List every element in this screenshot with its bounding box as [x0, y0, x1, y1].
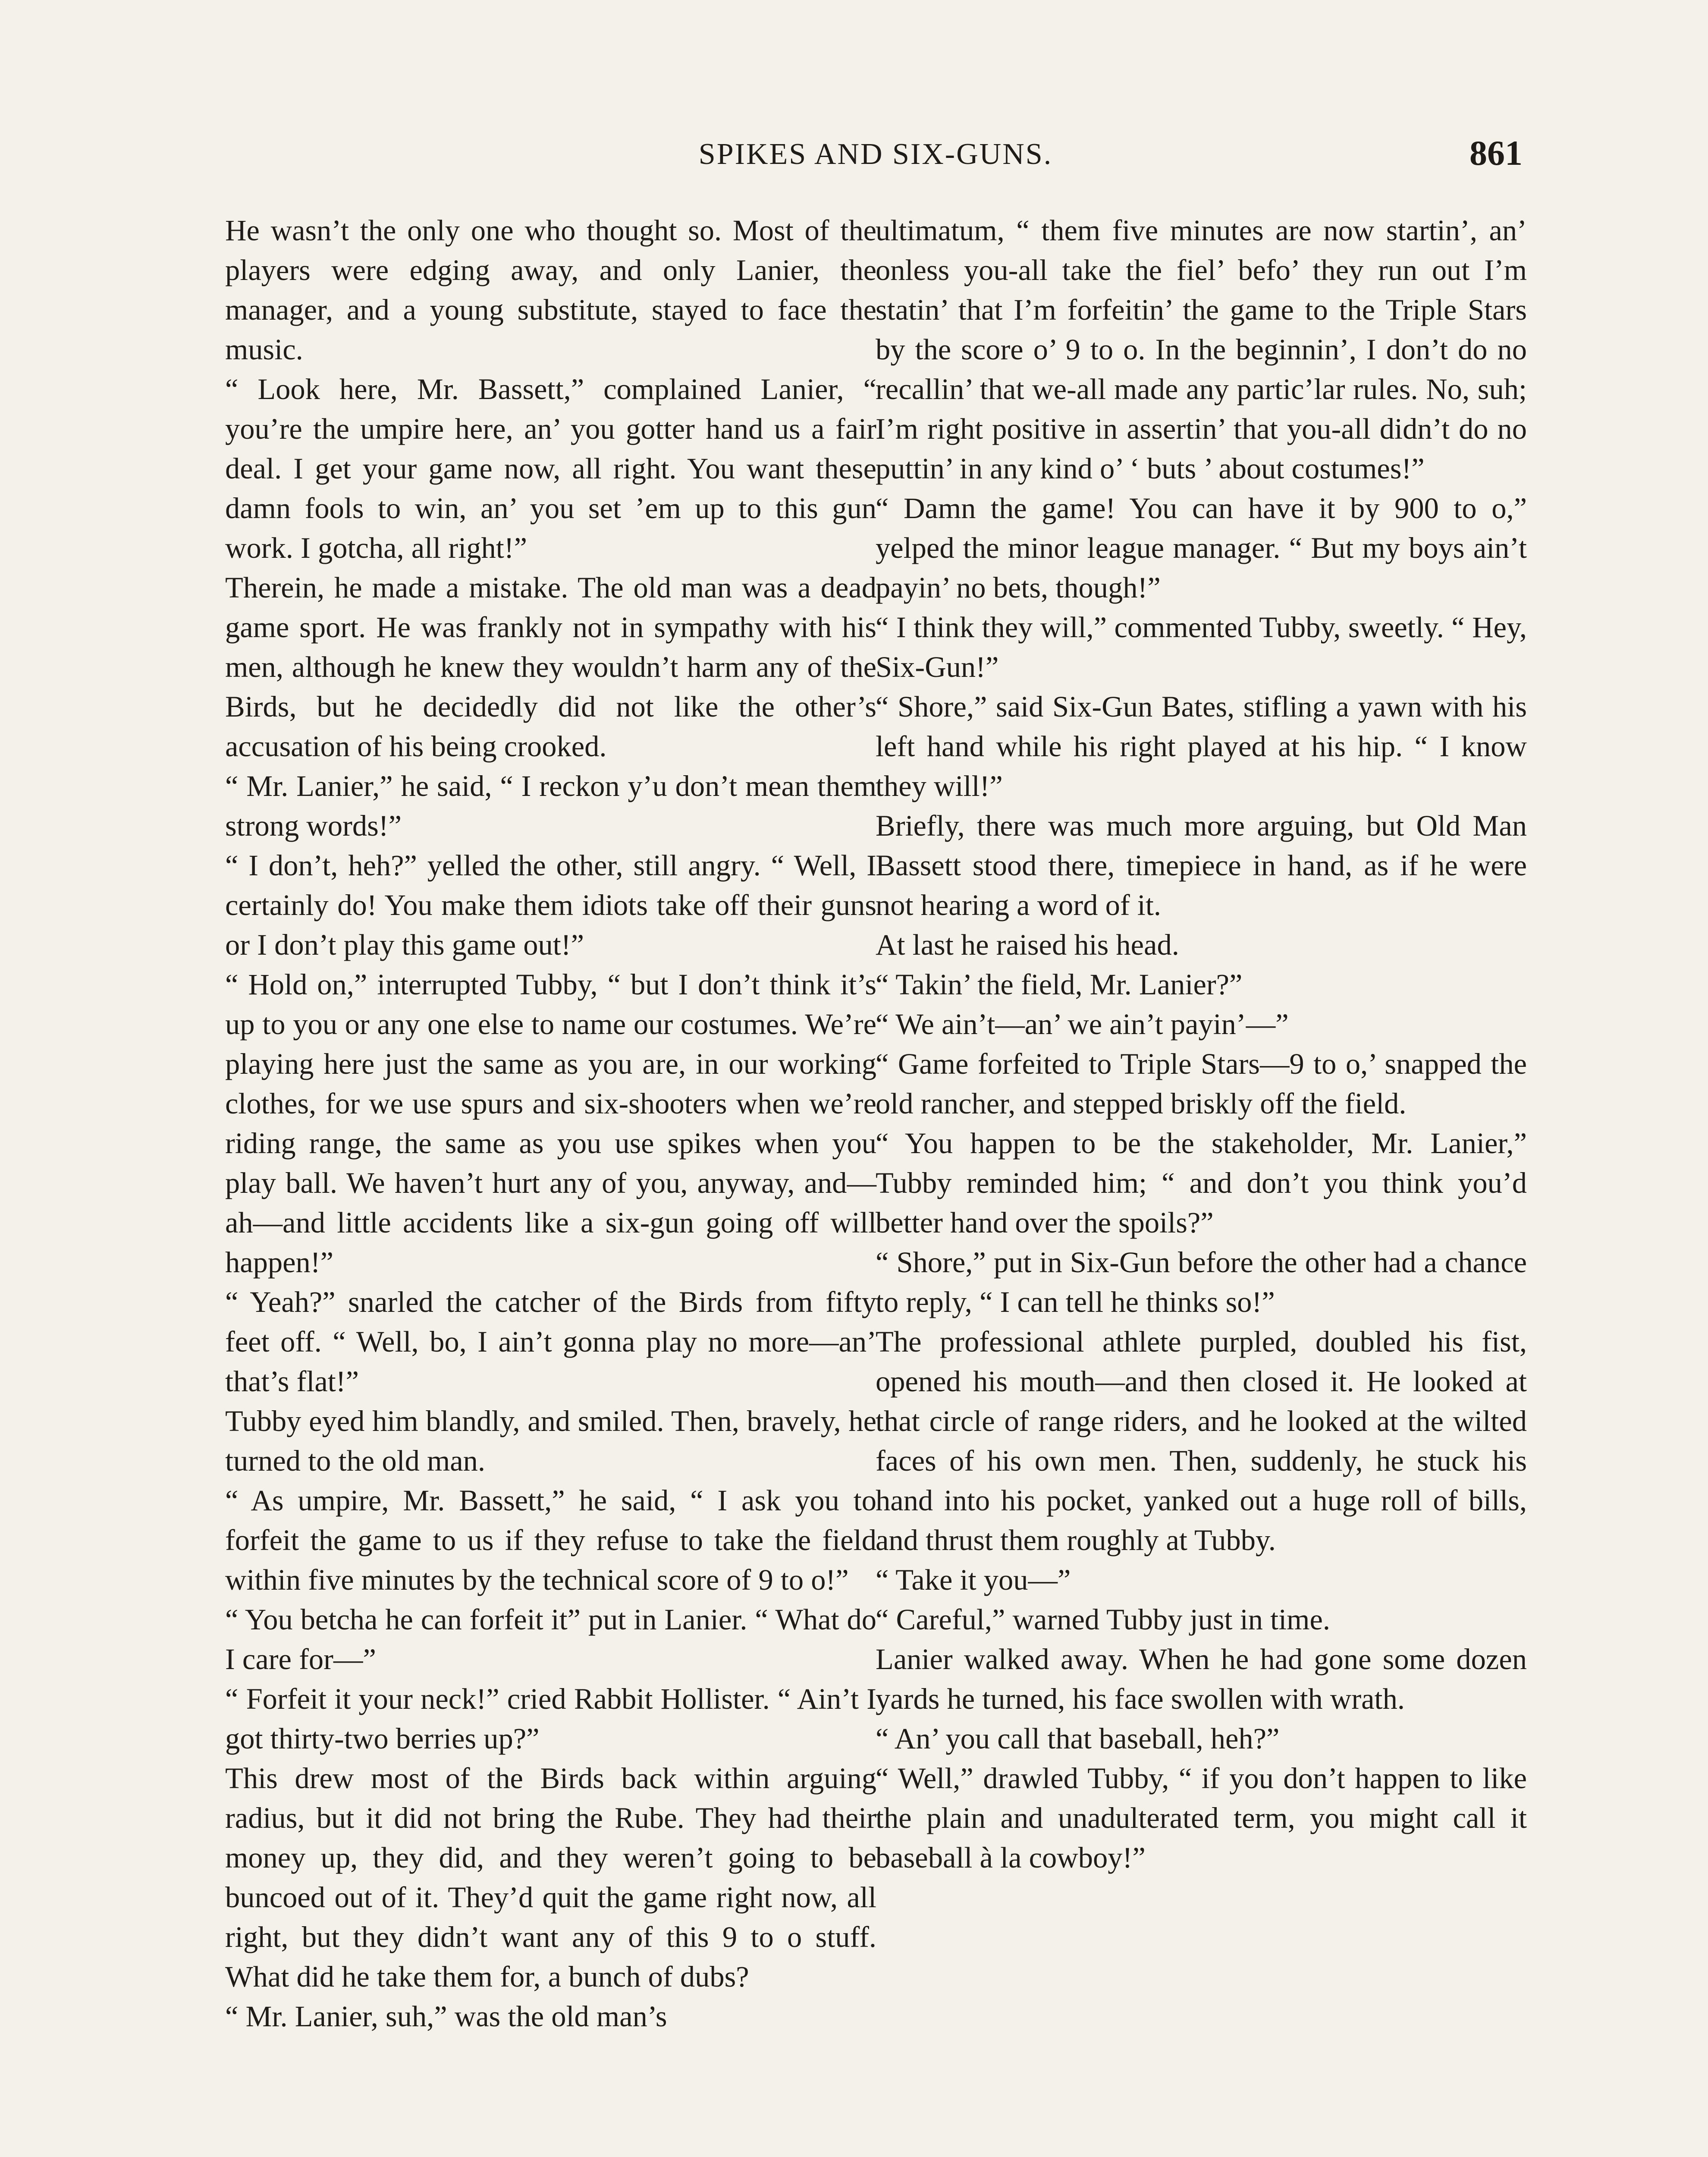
paragraph: “ Careful,” warned Tubby just in time. [876, 1603, 1330, 1636]
paragraph: This drew most of the Birds back within arguing radius, but it did not bring the Rube. They had their money up, they did, and they weren’t going to be buncoed out of it. They’d quit the game right now, all right, but they didn’t want any of this 9 to o stuff. What did he take them for, a bunch of dubs? [225, 1762, 876, 1993]
running-title: SPIKES AND SIX-GUNS. [698, 138, 1053, 171]
paragraph: Tubby eyed him blandly, and smiled. Then, bravely, he turned to the old man. [225, 1405, 876, 1477]
paragraph: “ Takin’ the field, Mr. Lanier?” [876, 968, 1243, 1001]
paragraph: “ As umpire, Mr. Bassett,” he said, “ I ask you to forfeit the game to us if they refuse to take the field within five minutes by the technical score of 9 to o!” [225, 1484, 876, 1596]
paragraph: “ Game forfeited to Triple Stars—9 to o,’ snapped the old rancher, and stepped briskly off the field. [876, 1047, 1527, 1120]
paragraph: “ You happen to be the stakeholder, Mr. Lanier,” Tubby reminded him; “ and don’t you think you’d better hand over the spoils?” [876, 1127, 1527, 1239]
paragraph: “ Look here, Mr. Bassett,” complained Lanier, “ you’re the umpire here, an’ you gotter hand us a fair deal. I get your game now, all right. You want these damn fools to win, an’ you set ’em up to this gun work. I gotcha, all right!” [225, 373, 876, 564]
paragraph: “ We ain’t—an’ we ain’t payin’—” [876, 1008, 1289, 1041]
paragraph: Briefly, there was much more arguing, but Old Man Bassett stood there, timepiece in hand, as if he were not hearing a word of it. [876, 809, 1527, 921]
paragraph: At last he raised his head. [876, 928, 1179, 961]
paragraph: Lanier walked away. When he had gone some dozen yards he turned, his face swollen with wrath. [876, 1643, 1527, 1715]
paragraph: “ Take it you—” [876, 1563, 1071, 1596]
paragraph: “ Damn the game! You can have it by 900 to o,” yelped the minor league manager. “ But my boys ain’t payin’ no bets, though!” [876, 492, 1527, 604]
paragraph: “ You betcha he can forfeit it” put in Lanier. “ What do I care for—” [225, 1603, 876, 1676]
paragraph: “ Mr. Lanier, suh,” was the old man’s [225, 2000, 667, 2033]
paragraph: He wasn’t the only one who thought so. Most of the players were edging away, and only Lanier, the manager, and a young substitute, stayed to face the music. [225, 214, 876, 366]
paragraph: The professional athlete purpled, doubled his fist, opened his mouth—and then closed it. He looked at that circle of range riders, and he looked at the wilted faces of his own men. Then, suddenly, he stuck his hand into his pocket, yanked out a huge roll of bills, and thrust them roughly at Tubby. [876, 1325, 1527, 1556]
page-number: 861 [1469, 133, 1523, 173]
paragraph: “ Hold on,” interrupted Tubby, “ but I don’t think it’s up to you or any one else to name our costumes. We’re playing here just the same as you are, in our working clothes, for we use spurs and six-shooters when we’re riding range, the same as you use spikes when you play ball. We haven’t hurt any of you, anyway, and—ah—and little accidents like a six-gun going off will happen!” [225, 968, 876, 1279]
paragraph: “ Mr. Lanier,” he said, “ I reckon y’u don’t mean them strong words!” [225, 770, 876, 842]
paragraph: ultimatum, “ them five minutes are now startin’, an’ onless you-all take the fiel’ befo’ they run out I’m statin’ that I’m forfeitin’ the game to the Triple Stars by the score o’ 9 to o. In the beginnin’, I don’t do no recallin’ that we-all made any partic’lar rules. No, suh; I’m right positive in assertin’ that you-all didn’t do no puttin’ in any kind o’ ‘ buts ’ about costumes!” [876, 214, 1527, 485]
paragraph: “ An’ you call that baseball, heh?” [876, 1722, 1280, 1755]
paragraph: “ Shore,” put in Six-Gun before the other had a chance to reply, “ I can tell he thinks so!” [876, 1246, 1527, 1318]
paragraph: “ I don’t, heh?” yelled the other, still angry. “ Well, I certainly do! You make them idiots take off their guns or I don’t play this game out!” [225, 849, 876, 961]
paragraph: “ Well,” drawled Tubby, “ if you don’t happen to like the plain and unadulterated term, you might call it baseball à la cowboy!” [876, 1762, 1527, 1874]
text-column-right [876, 211, 1527, 1877]
paragraph: “ I think they will,” commented Tubby, sweetly. “ Hey, Six-Gun!” [876, 611, 1527, 683]
paragraph: “ Forfeit it your neck!” cried Rabbit Hollister. “ Ain’t I got thirty-two berries up?” [225, 1682, 876, 1755]
paragraph: “ Shore,” said Six-Gun Bates, stifling a yawn with his left hand while his right played at his hip. “ I know they will!” [876, 690, 1527, 802]
paragraph: “ Yeah?” snarled the catcher of the Birds from fifty feet off. “ Well, bo, I ain’t gonna play no more—an’ that’s flat!” [225, 1286, 876, 1398]
text-column-left [225, 211, 876, 2036]
paragraph: Therein, he made a mistake. The old man was a dead game sport. He was frankly not in sympathy with his men, although he knew they wouldn’t harm any of the Birds, but he decidedly did not like the other’s accusation of his being crooked. [225, 571, 876, 763]
